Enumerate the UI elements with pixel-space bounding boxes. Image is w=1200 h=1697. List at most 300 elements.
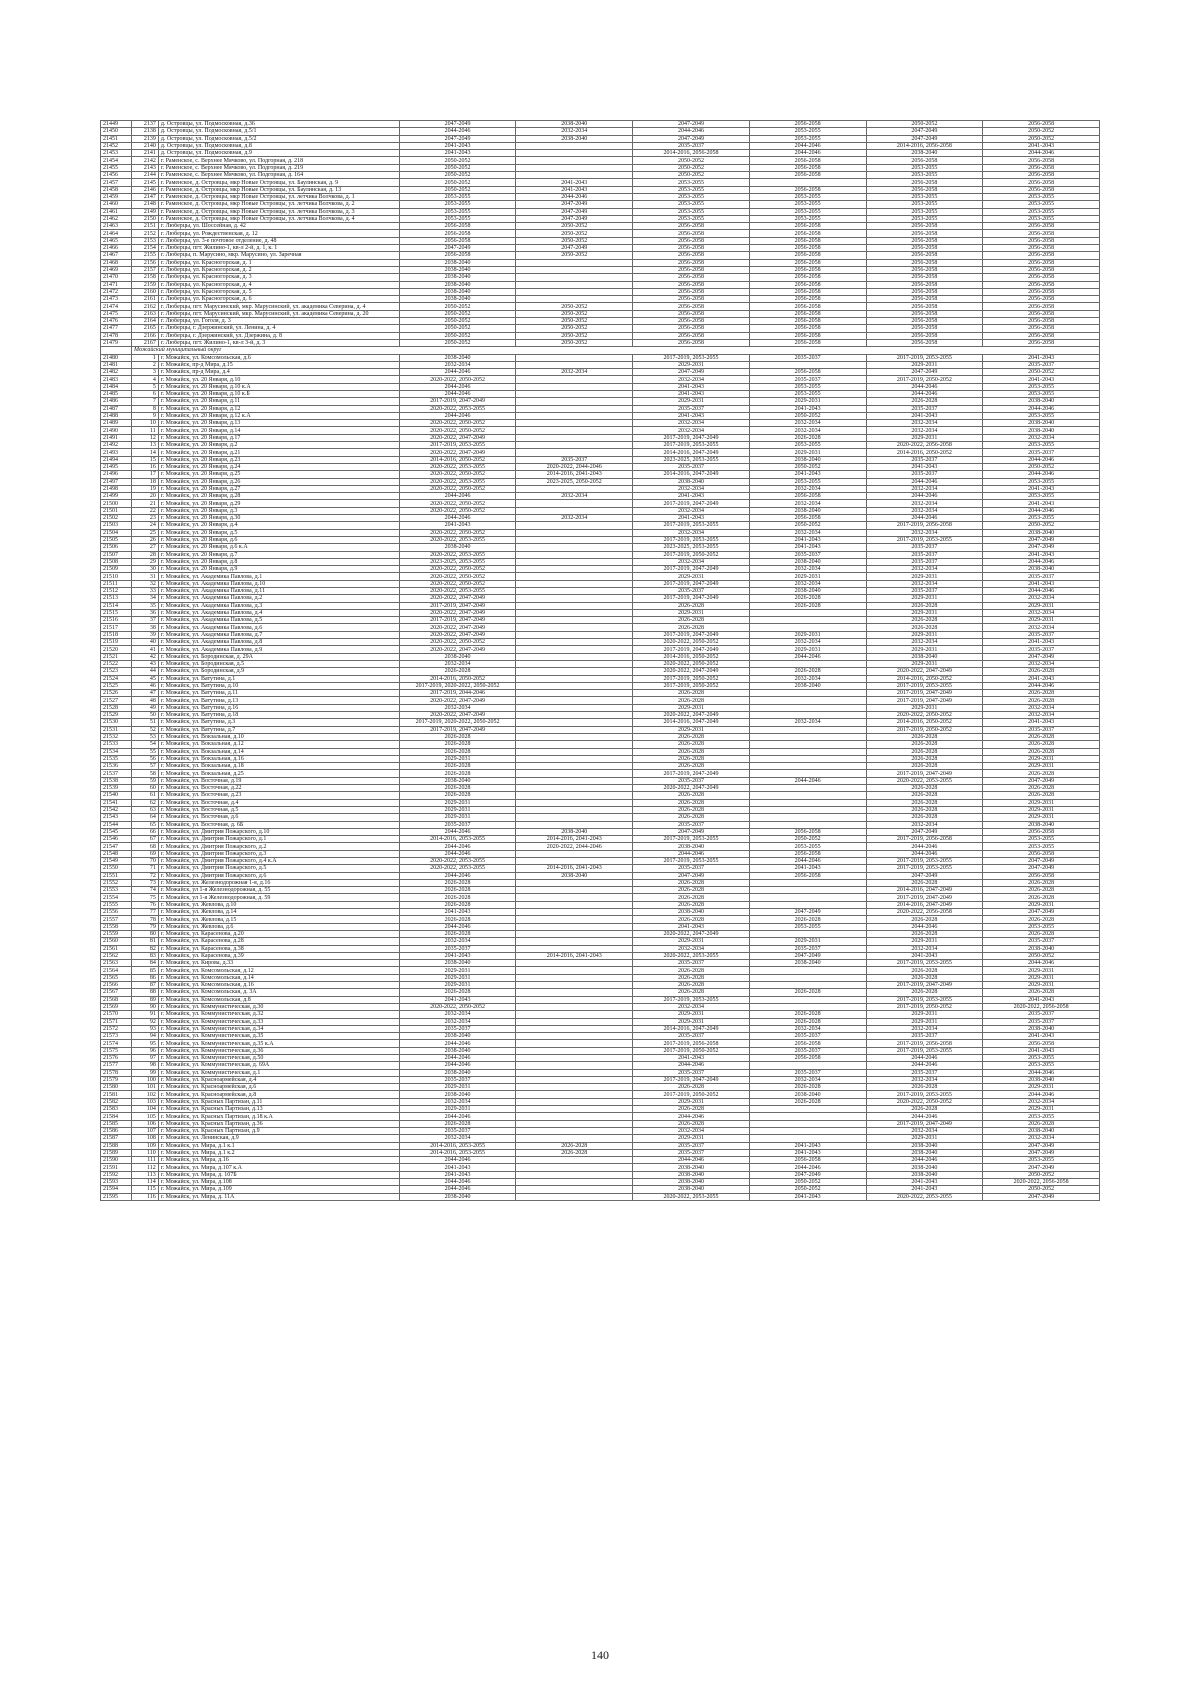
table-cell: 2044-2046	[866, 493, 983, 500]
table-cell: 104	[132, 1106, 159, 1113]
table-cell: 21489	[101, 420, 132, 427]
table-cell: г. Можайск, ул. Мира, д.107 к.А	[158, 1164, 399, 1171]
table-cell: 2026-2028	[633, 887, 750, 894]
table-cell: 2156	[132, 259, 159, 266]
table-cell: 103	[132, 1098, 159, 1105]
table-cell: 2044-2046	[633, 1157, 750, 1164]
table-cell: г. Можайск, ул. Восточная, д.4	[158, 799, 399, 806]
table-cell	[516, 1076, 633, 1083]
table-cell: 2032-2034	[866, 821, 983, 828]
table-cell: 21572	[101, 1025, 132, 1032]
table-cell	[516, 945, 633, 952]
table-cell	[749, 617, 866, 624]
table-row	[101, 857, 1100, 864]
table-cell: г. Можайск, ул. Коммунистическая, д.35 к.А	[158, 1040, 399, 1047]
table-cell: 21554	[101, 894, 132, 901]
table-cell: 58	[132, 770, 159, 777]
table-cell	[749, 770, 866, 777]
table-cell	[749, 967, 866, 974]
table-cell: 2029-2031	[633, 1135, 750, 1142]
table-cell: 2026-2028	[749, 595, 866, 602]
table-cell: 21476	[101, 318, 132, 325]
table-cell: 2161	[132, 296, 159, 303]
table-cell: 2035-2037	[983, 646, 1100, 653]
table-cell: 2014-2016, 2047-2049	[633, 449, 750, 456]
table-cell: г. Можайск, ул. 20 Января, д.5	[158, 529, 399, 536]
table-cell: 2053-2055	[866, 172, 983, 179]
table-cell: 2032-2034	[516, 493, 633, 500]
table-cell	[749, 894, 866, 901]
table-cell	[749, 806, 866, 813]
table-cell: 21529	[101, 712, 132, 719]
table-cell: 65	[132, 821, 159, 828]
table-cell: г. Можайск, ул. 20 Января, д.29	[158, 500, 399, 507]
table-cell: 2041-2043	[749, 1193, 866, 1200]
table-cell: 2056-2058	[983, 186, 1100, 193]
table-cell: 2056-2058	[749, 274, 866, 281]
table-cell: г. Можайск, ул. Кирова, д.33	[158, 960, 399, 967]
table-cell: 2017-2019, 2053-2055	[633, 996, 750, 1003]
table-cell: 2032-2034	[516, 369, 633, 376]
table-cell: 2035-2037	[749, 354, 866, 361]
table-cell: 21501	[101, 507, 132, 514]
table-cell: 2041-2043	[983, 639, 1100, 646]
table-cell: 2017-2019, 2053-2055	[633, 857, 750, 864]
table-cell: 20	[132, 493, 159, 500]
table-cell: 2050-2052	[399, 339, 516, 346]
table-cell: 2044-2046	[983, 1091, 1100, 1098]
table-cell: 2044-2046	[983, 405, 1100, 412]
table-cell: 2050-2052	[399, 303, 516, 310]
table-cell: 2035-2037	[866, 1069, 983, 1076]
table-cell	[516, 449, 633, 456]
table-cell: 2020-2022, 2047-2049	[633, 930, 750, 937]
table-cell: г. Раменское, д. Островцы, мкр Новые Островцы, ул. летчика Волчкова, д. 3	[158, 208, 399, 215]
table-cell: 2050-2052	[633, 172, 750, 179]
table-row	[101, 215, 1100, 222]
table-cell: 2056-2058	[866, 266, 983, 273]
table-cell: 2026-2028	[749, 434, 866, 441]
table-cell: 70	[132, 857, 159, 864]
table-row	[101, 230, 1100, 237]
table-cell: 2047-2049	[633, 872, 750, 879]
table-cell: 40	[132, 639, 159, 646]
table-cell: 21557	[101, 916, 132, 923]
table-row	[101, 806, 1100, 813]
table-cell: 21486	[101, 398, 132, 405]
table-cell: 2029-2031	[633, 609, 750, 616]
table-cell: 2056-2058	[633, 318, 750, 325]
table-cell: 2053-2055	[983, 383, 1100, 390]
table-cell: 2056-2058	[749, 332, 866, 339]
table-cell: г. Можайск, ул. Комсомольская, д.14	[158, 974, 399, 981]
table-cell: 2035-2037	[399, 945, 516, 952]
table-row	[101, 500, 1100, 507]
table-cell: 2139	[132, 135, 159, 142]
table-row	[101, 923, 1100, 930]
table-cell: 2017-2019, 2053-2055	[633, 354, 750, 361]
table-row	[101, 544, 1100, 551]
table-cell: 2056-2058	[983, 850, 1100, 857]
table-cell: 21541	[101, 799, 132, 806]
table-cell: г. Можайск, ул. Дмитрия Пожарского, д.2	[158, 843, 399, 850]
table-cell	[516, 901, 633, 908]
table-cell	[516, 288, 633, 295]
table-cell: 2026-2028	[633, 879, 750, 886]
table-cell: 2053-2055	[633, 186, 750, 193]
table-cell: г. Можайск, ул. 20 Января, д.10 к.Б	[158, 390, 399, 397]
table-cell: 92	[132, 1018, 159, 1025]
table-cell: 2047-2049	[866, 135, 983, 142]
table-cell: 2038-2040	[633, 478, 750, 485]
table-cell: г. Можайск, ул. Академика Павлова, д.8	[158, 639, 399, 646]
table-cell: 2056-2058	[749, 493, 866, 500]
table-cell: 2026-2028	[399, 792, 516, 799]
table-cell: 2041-2043	[749, 1142, 866, 1149]
table-cell: 2014-2016, 2053-2055	[399, 1149, 516, 1156]
table-cell: 2053-2055	[866, 208, 983, 215]
table-cell: 2017-2019, 2053-2055	[866, 682, 983, 689]
table-cell: 21506	[101, 544, 132, 551]
table-cell: г. Можайск, ул. 20 Января, д.26	[158, 478, 399, 485]
table-cell: 2053-2055	[983, 208, 1100, 215]
table-row	[101, 142, 1100, 149]
table-cell: 115	[132, 1186, 159, 1193]
table-cell: 12	[132, 434, 159, 441]
table-cell: 2026-2028	[399, 916, 516, 923]
table-cell: г. Можайск, ул 1-я Железнодорожная, д. 59	[158, 894, 399, 901]
table-cell	[516, 259, 633, 266]
table-cell: 2032-2034	[399, 938, 516, 945]
table-cell	[516, 1062, 633, 1069]
table-cell: 2032-2034	[866, 1127, 983, 1134]
table-cell: 47	[132, 690, 159, 697]
table-cell: 108	[132, 1135, 159, 1142]
table-cell: 2041-2043	[399, 150, 516, 157]
table-cell: 2029-2031	[399, 806, 516, 813]
table-cell	[749, 726, 866, 733]
table-cell: 2035-2037	[866, 456, 983, 463]
table-cell: 2026-2028	[399, 894, 516, 901]
table-row	[101, 1186, 1100, 1193]
table-cell: 2020-2022, 2053-2055	[399, 405, 516, 412]
table-cell: г. Можайск, ул. Дмитрия Пожарского, д.5	[158, 865, 399, 872]
table-cell: 2047-2049	[516, 208, 633, 215]
table-cell: 2056-2058	[983, 245, 1100, 252]
table-cell: 2026-2028	[633, 814, 750, 821]
table-cell: 21571	[101, 1018, 132, 1025]
table-cell: г. Можайск, ул. Красных Партизан, д.9	[158, 1127, 399, 1134]
table-cell: 2050-2052	[749, 1186, 866, 1193]
table-cell: 2026-2028	[866, 916, 983, 923]
table-cell: 21483	[101, 376, 132, 383]
table-row	[101, 551, 1100, 558]
table-row	[101, 383, 1100, 390]
table-cell: 2053-2055	[749, 478, 866, 485]
table-cell: 21498	[101, 485, 132, 492]
table-row	[101, 558, 1100, 565]
table-cell: 107	[132, 1127, 159, 1134]
table-row	[101, 412, 1100, 419]
table-row	[101, 281, 1100, 288]
table-row	[101, 799, 1100, 806]
table-cell: 2056-2058	[983, 303, 1100, 310]
table-cell: 57	[132, 763, 159, 770]
table-row	[101, 1047, 1100, 1054]
table-cell	[516, 1171, 633, 1178]
table-cell: 2032-2034	[633, 420, 750, 427]
table-cell: г. Можайск, ул. Комсомольская, д.16	[158, 982, 399, 989]
table-cell: 101	[132, 1084, 159, 1091]
table-cell: 2056-2058	[983, 288, 1100, 295]
table-cell: 44	[132, 668, 159, 675]
table-cell	[516, 755, 633, 762]
table-cell: 2038-2040	[399, 653, 516, 660]
table-cell: 2020-2022, 2050-2052	[633, 660, 750, 667]
table-cell: г. Люберцы, ул. Красногорская, д. 5	[158, 288, 399, 295]
table-cell: 21487	[101, 405, 132, 412]
table-row	[101, 843, 1100, 850]
table-cell: 2158	[132, 274, 159, 281]
table-row	[101, 121, 1100, 128]
table-row	[101, 726, 1100, 733]
table-cell	[516, 507, 633, 514]
table-cell: г. Можайск, ул. 20 Января, д.10 к.А	[158, 383, 399, 390]
table-cell: 2014-2016, 2050-2052	[399, 675, 516, 682]
table-cell: 2056-2058	[633, 325, 750, 332]
table-cell: 2038-2040	[749, 456, 866, 463]
table-cell: 2026-2028	[866, 733, 983, 740]
table-cell: 2056-2058	[983, 1040, 1100, 1047]
table-cell	[516, 580, 633, 587]
table-cell: 2035-2037	[633, 463, 750, 470]
table-cell	[749, 1106, 866, 1113]
table-cell: 2041-2043	[983, 719, 1100, 726]
table-cell: 2020-2022, 2053-2055	[866, 777, 983, 784]
table-cell: г. Можайск, ул. Ватутина, д.7	[158, 726, 399, 733]
table-cell	[749, 755, 866, 762]
table-cell: г. Можайск, ул. Мира, д.109	[158, 1186, 399, 1193]
table-cell	[749, 821, 866, 828]
table-cell: 2035-2037	[866, 1033, 983, 1040]
table-cell: 2050-2052	[399, 172, 516, 179]
table-cell: 21480	[101, 354, 132, 361]
table-cell: 21484	[101, 383, 132, 390]
table-cell: 2056-2058	[983, 237, 1100, 244]
table-cell: 2017-2019, 2050-2052	[633, 1047, 750, 1054]
table-cell: 13	[132, 442, 159, 449]
table-cell: 2038-2040	[399, 1047, 516, 1054]
table-row	[101, 580, 1100, 587]
table-cell: 2047-2049	[983, 1149, 1100, 1156]
table-cell: 2056-2058	[399, 237, 516, 244]
table-cell: г. Можайск, ул. Коммунистическая, д.33	[158, 1018, 399, 1025]
table-cell: 2035-2037	[983, 938, 1100, 945]
table-cell: 2017-2019, 2047-2049	[633, 631, 750, 638]
table-cell: 2026-2028	[983, 697, 1100, 704]
table-row	[101, 1084, 1100, 1091]
table-cell: 21470	[101, 274, 132, 281]
table-cell	[516, 989, 633, 996]
table-cell: 2029-2031	[399, 755, 516, 762]
table-cell: г. Можайск, ул. Жевлова, д.15	[158, 916, 399, 923]
table-row	[101, 675, 1100, 682]
table-cell	[516, 376, 633, 383]
table-row	[101, 296, 1100, 303]
table-cell: 63	[132, 806, 159, 813]
table-cell: 2047-2049	[516, 245, 633, 252]
table-cell	[516, 420, 633, 427]
table-cell: г. Можайск, ул. Академика Павлова, д.4	[158, 609, 399, 616]
table-cell: 21531	[101, 726, 132, 733]
table-cell	[516, 434, 633, 441]
table-row	[101, 755, 1100, 762]
table-cell: г. Раменское, д. Островцы, мкр Новые Островцы, ул. летчика Волчкова, д. 2	[158, 201, 399, 208]
table-cell: 2047-2049	[399, 121, 516, 128]
table-cell: 2035-2037	[749, 1069, 866, 1076]
table-cell: 2020-2022, 2056-2058	[866, 442, 983, 449]
table-cell	[516, 383, 633, 390]
table-cell: г. Люберцы, п. Марусино, мкр. Марусино, ул. Заречная	[158, 252, 399, 259]
table-cell: г. Можайск, ул. Восточная, д. 6Б	[158, 821, 399, 828]
table-cell: 2035-2037	[749, 1033, 866, 1040]
table-cell	[516, 857, 633, 864]
table-cell	[749, 361, 866, 368]
table-cell: 2029-2031	[749, 631, 866, 638]
table-cell: 2029-2031	[633, 938, 750, 945]
table-cell: 29	[132, 558, 159, 565]
table-cell: 2026-2028	[983, 792, 1100, 799]
table-cell: 2014-2016, 2047-2049	[633, 1025, 750, 1032]
table-cell: 2026-2028	[866, 1084, 983, 1091]
table-cell: 2044-2046	[983, 150, 1100, 157]
table-cell	[516, 602, 633, 609]
table-cell: 2029-2031	[633, 398, 750, 405]
table-cell: 2020-2022, 2050-2052	[399, 427, 516, 434]
table-cell	[749, 704, 866, 711]
table-cell: 2017-2019, 2053-2055	[866, 857, 983, 864]
table-cell: 2044-2046	[749, 857, 866, 864]
table-cell: 21456	[101, 172, 132, 179]
table-cell: 21455	[101, 164, 132, 171]
table-cell: 2053-2055	[749, 215, 866, 222]
table-cell: г. Можайск, ул. Восточная, д.23	[158, 792, 399, 799]
table-cell	[749, 748, 866, 755]
table-cell: 21594	[101, 1186, 132, 1193]
table-cell	[516, 296, 633, 303]
table-cell: 88	[132, 989, 159, 996]
section-row	[101, 347, 1100, 354]
table-cell: 2056-2058	[749, 157, 866, 164]
table-cell	[516, 792, 633, 799]
table-cell: 21460	[101, 201, 132, 208]
table-cell: 2029-2031	[749, 398, 866, 405]
table-cell: 2032-2034	[399, 704, 516, 711]
table-cell: 2041-2043	[866, 412, 983, 419]
table-cell: 2050-2052	[399, 164, 516, 171]
table-cell: 2026-2028	[866, 879, 983, 886]
table-cell: 17	[132, 471, 159, 478]
table-cell: г. Можайск, ул. Дмитрия Пожарского, д.4 к.А	[158, 857, 399, 864]
table-row	[101, 1025, 1100, 1032]
table-cell: 2053-2055	[749, 128, 866, 135]
table-cell: 2164	[132, 318, 159, 325]
table-cell: 2017-2019, 2047-2049	[633, 1076, 750, 1083]
table-cell	[749, 974, 866, 981]
table-cell: 2056-2058	[749, 281, 866, 288]
table-cell: 2041-2043	[983, 551, 1100, 558]
table-cell: 2044-2046	[399, 1179, 516, 1186]
table-cell: 2023-2025, 2053-2055	[399, 558, 516, 565]
table-cell: 2047-2049	[983, 777, 1100, 784]
table-row	[101, 996, 1100, 1003]
table-cell: 38	[132, 624, 159, 631]
table-cell: 2056-2058	[749, 872, 866, 879]
table-cell: 2047-2049	[983, 865, 1100, 872]
table-cell: 2026-2028	[749, 1011, 866, 1018]
table-cell: 2053-2055	[633, 215, 750, 222]
table-cell: 2029-2031	[633, 1098, 750, 1105]
table-cell: 2053-2055	[749, 201, 866, 208]
table-cell: 2056-2058	[983, 332, 1100, 339]
table-cell: 2032-2034	[983, 1098, 1100, 1105]
table-cell: 2020-2022, 2050-2052	[633, 639, 750, 646]
table-cell: 2017-2019, 2047-2049	[399, 617, 516, 624]
table-cell: г. Можайск, ул. Мира, д. 107Б	[158, 1171, 399, 1178]
table-cell: 2038-2040	[749, 588, 866, 595]
table-cell: г. Можайск, ул. Восточная, д.19	[158, 777, 399, 784]
table-cell	[516, 536, 633, 543]
table-cell: 21474	[101, 303, 132, 310]
table-cell: 2044-2046	[866, 850, 983, 857]
table-cell: 2032-2034	[749, 639, 866, 646]
table-cell: 2056-2058	[749, 245, 866, 252]
table-cell: г. Люберцы, пгт. Марусинский, мкр. Марусинский, ул. академика Северина, д. 20	[158, 310, 399, 317]
table-cell: 2023-2025, 2053-2055	[633, 456, 750, 463]
table-cell	[516, 675, 633, 682]
table-cell: 2047-2049	[866, 828, 983, 835]
table-row	[101, 150, 1100, 157]
table-cell: 2056-2058	[749, 237, 866, 244]
table-cell: 2044-2046	[983, 588, 1100, 595]
table-cell: д. Островцы, ул. Подмосковная, д.9	[158, 150, 399, 157]
table-cell	[749, 930, 866, 937]
table-cell: г. Раменское, д. Островцы, мкр Новые Островцы, ул. Баулинская, д. 13	[158, 186, 399, 193]
table-cell: 75	[132, 894, 159, 901]
table-cell	[749, 660, 866, 667]
table-cell: 2050-2052	[516, 339, 633, 346]
table-cell: 2032-2034	[749, 675, 866, 682]
table-cell: 21516	[101, 617, 132, 624]
table-cell: 2041-2043	[983, 500, 1100, 507]
table-cell	[516, 617, 633, 624]
table-cell: 2020-2022, 2047-2049	[399, 646, 516, 653]
table-cell: 2032-2034	[399, 660, 516, 667]
table-cell: 2056-2058	[749, 121, 866, 128]
table-cell: 2050-2052	[983, 1186, 1100, 1193]
table-cell: 2041-2043	[399, 1164, 516, 1171]
table-cell: 2053-2055	[983, 442, 1100, 449]
table-cell: 2026-2028	[633, 989, 750, 996]
table-cell: 2032-2034	[749, 485, 866, 492]
table-cell: 2020-2022, 2053-2055	[399, 536, 516, 543]
table-cell: 2029-2031	[399, 982, 516, 989]
table-cell: 2056-2058	[749, 186, 866, 193]
table-row	[101, 1120, 1100, 1127]
table-cell	[516, 390, 633, 397]
table-cell: 2020-2022, 2050-2052	[399, 471, 516, 478]
table-cell: 2041-2043	[749, 471, 866, 478]
